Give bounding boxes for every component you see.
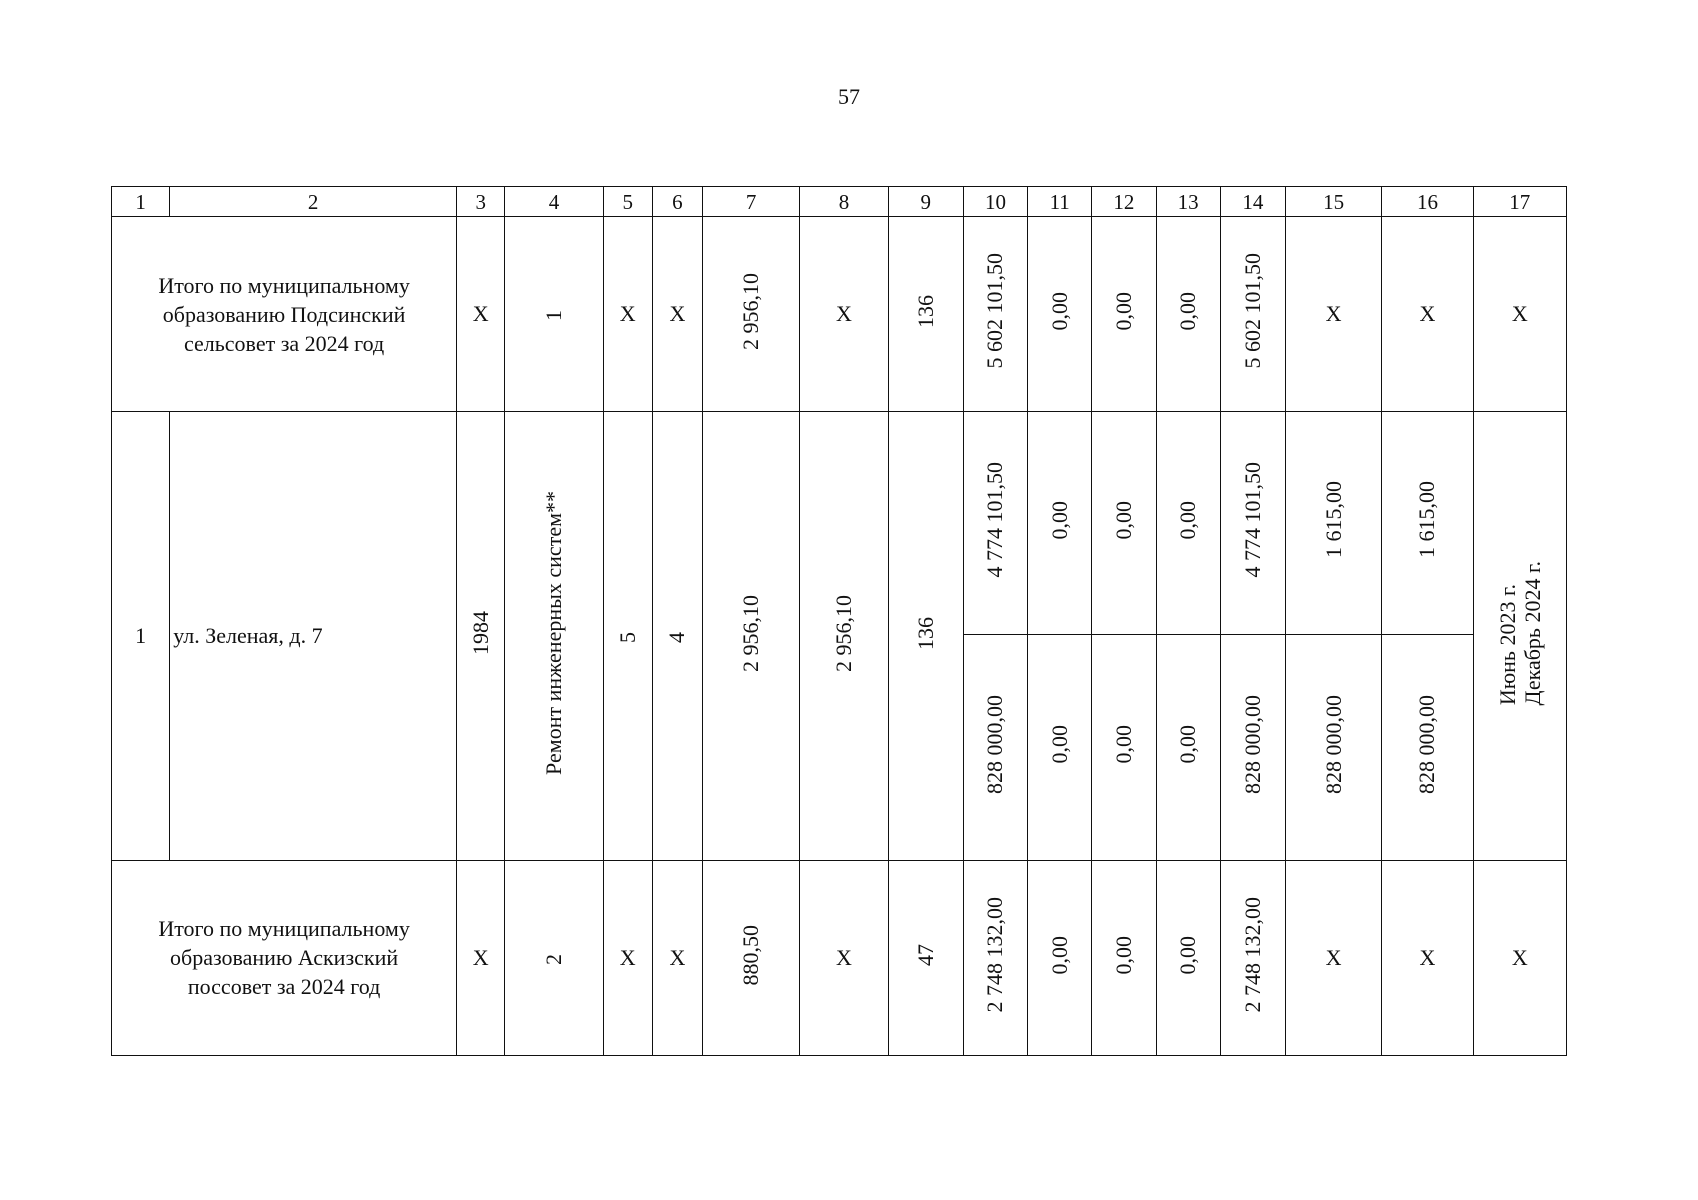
cell-value: 0,00 bbox=[1046, 500, 1072, 540]
header-cell: 13 bbox=[1156, 187, 1220, 217]
cell-value: 136 bbox=[912, 294, 938, 328]
page-number: 57 bbox=[838, 84, 860, 109]
cell-col9 bbox=[888, 412, 963, 861]
cell-value: 2 748 132,00 bbox=[982, 897, 1008, 1013]
cell-value: 828 000,00 bbox=[1414, 694, 1440, 794]
cell-col15: X bbox=[1285, 217, 1381, 412]
header-cell: 2 bbox=[170, 187, 457, 217]
cell-value: 0,00 bbox=[1046, 291, 1072, 331]
cell-value: 0,00 bbox=[1110, 500, 1136, 540]
period-line-1: Июнь 2023 г. bbox=[1494, 584, 1520, 706]
cell-col16 bbox=[1382, 634, 1473, 860]
header-cell: 10 bbox=[963, 187, 1027, 217]
object-period bbox=[1473, 412, 1566, 861]
cell-col6: X bbox=[652, 217, 702, 412]
cell-col7 bbox=[702, 860, 799, 1055]
object-work-type bbox=[505, 412, 603, 861]
cell-col13 bbox=[1156, 217, 1220, 412]
cell-col16: X bbox=[1382, 217, 1473, 412]
cell-col12 bbox=[1092, 634, 1156, 860]
object-year bbox=[457, 412, 505, 861]
cell-value: 1 615,00 bbox=[1320, 481, 1346, 559]
cell-col10 bbox=[963, 412, 1027, 634]
cell-value: 2 956,10 bbox=[830, 594, 856, 672]
header-cell: 17 bbox=[1473, 187, 1566, 217]
cell-col6: X bbox=[652, 860, 702, 1055]
cell-col11 bbox=[1028, 860, 1092, 1055]
header-cell: 9 bbox=[888, 187, 963, 217]
cell-value: 2 bbox=[540, 953, 566, 965]
cell-col17: X bbox=[1473, 860, 1566, 1055]
object-row bbox=[112, 412, 1567, 634]
cell-col15 bbox=[1285, 634, 1381, 860]
cell-value: 4 774 101,50 bbox=[982, 462, 1008, 578]
capital-repair-table bbox=[111, 186, 1567, 1056]
cell-value: 0,00 bbox=[1046, 724, 1072, 764]
header-cell: 8 bbox=[800, 187, 888, 217]
cell-col16 bbox=[1382, 412, 1473, 634]
cell-value: 0,00 bbox=[1175, 500, 1201, 540]
header-row bbox=[112, 187, 1567, 217]
cell-col13 bbox=[1156, 412, 1220, 634]
cell-value: 136 bbox=[912, 616, 938, 650]
cell-value: 828 000,00 bbox=[1320, 694, 1346, 794]
cell-col11 bbox=[1028, 412, 1092, 634]
cell-col8: X bbox=[800, 217, 888, 412]
object-address: ул. Зеленая, д. 7 bbox=[170, 412, 457, 861]
cell-value: 2 748 132,00 bbox=[1239, 897, 1265, 1013]
cell-value: 0,00 bbox=[1175, 724, 1201, 764]
cell-value: 1 bbox=[540, 310, 566, 322]
cell-col12 bbox=[1092, 860, 1156, 1055]
cell-value: 880,50 bbox=[738, 924, 764, 986]
cell-col3: X bbox=[457, 860, 505, 1055]
cell-col5: X bbox=[603, 860, 652, 1055]
cell-col8: X bbox=[800, 860, 888, 1055]
cell-col9 bbox=[888, 860, 963, 1055]
cell-value: 2 956,10 bbox=[738, 594, 764, 672]
cell-col10 bbox=[963, 217, 1027, 412]
cell-col13 bbox=[1156, 860, 1220, 1055]
cell-col17: X bbox=[1473, 217, 1566, 412]
header-cell: 6 bbox=[652, 187, 702, 217]
cell-value: Ремонт инженерных систем** bbox=[540, 491, 566, 775]
cell-col16: X bbox=[1382, 860, 1473, 1055]
cell-value: 47 bbox=[912, 943, 938, 966]
cell-col6 bbox=[652, 412, 702, 861]
cell-col10 bbox=[963, 860, 1027, 1055]
cell-col15 bbox=[1285, 412, 1381, 634]
cell-value: 0,00 bbox=[1175, 291, 1201, 331]
cell-value: 5 602 101,50 bbox=[982, 253, 1008, 369]
cell-value: 0,00 bbox=[1110, 724, 1136, 764]
cell-col13 bbox=[1156, 634, 1220, 860]
cell-col8 bbox=[800, 412, 888, 861]
header-cell: 11 bbox=[1028, 187, 1092, 217]
cell-col10 bbox=[963, 634, 1027, 860]
header-cell: 16 bbox=[1382, 187, 1473, 217]
cell-value: 5 bbox=[614, 632, 640, 643]
cell-col7 bbox=[702, 217, 799, 412]
cell-value: 5 602 101,50 bbox=[1239, 253, 1265, 369]
cell-col11 bbox=[1028, 634, 1092, 860]
cell-value: 828 000,00 bbox=[1239, 694, 1265, 794]
cell-col14 bbox=[1220, 217, 1285, 412]
cell-value: 4 bbox=[664, 632, 690, 643]
total-label: Итого по муниципальному образованию Аскизский поссовет за 2024 год bbox=[112, 860, 457, 1055]
cell-value: 0,00 bbox=[1110, 291, 1136, 331]
cell-value: 1984 bbox=[467, 611, 493, 655]
cell-col14 bbox=[1220, 634, 1285, 860]
header-cell: 12 bbox=[1092, 187, 1156, 217]
cell-col5: X bbox=[603, 217, 652, 412]
cell-col5 bbox=[603, 412, 652, 861]
header-cell: 3 bbox=[457, 187, 505, 217]
cell-value: 4 774 101,50 bbox=[1239, 462, 1265, 578]
object-number: 1 bbox=[112, 412, 170, 861]
header-cell: 4 bbox=[505, 187, 603, 217]
cell-col11 bbox=[1028, 217, 1092, 412]
header-cell: 15 bbox=[1285, 187, 1381, 217]
cell-col12 bbox=[1092, 412, 1156, 634]
header-cell: 5 bbox=[603, 187, 652, 217]
header-cell: 7 bbox=[702, 187, 799, 217]
cell-value: 2 956,10 bbox=[738, 272, 764, 350]
cell-value: 0,00 bbox=[1110, 935, 1136, 975]
header-cell: 14 bbox=[1220, 187, 1285, 217]
total-label: Итого по муниципальному образованию Подсинский сельсовет за 2024 год bbox=[112, 217, 457, 412]
cell-col12 bbox=[1092, 217, 1156, 412]
cell-value: 0,00 bbox=[1175, 935, 1201, 975]
cell-col15: X bbox=[1285, 860, 1381, 1055]
cell-col7 bbox=[702, 412, 799, 861]
cell-value: 828 000,00 bbox=[982, 694, 1008, 794]
cell-col4 bbox=[505, 860, 603, 1055]
header-cell: 1 bbox=[112, 187, 170, 217]
total-row-askizsky bbox=[112, 860, 1567, 1055]
cell-col4 bbox=[505, 217, 603, 412]
cell-col14 bbox=[1220, 860, 1285, 1055]
period-line-2: Декабрь 2024 г. bbox=[1519, 560, 1545, 706]
cell-col14 bbox=[1220, 412, 1285, 634]
cell-col3: X bbox=[457, 217, 505, 412]
cell-col9 bbox=[888, 217, 963, 412]
total-row-podsinsky bbox=[112, 217, 1567, 412]
cell-value: 0,00 bbox=[1046, 935, 1072, 975]
cell-value: 1 615,00 bbox=[1414, 481, 1440, 559]
